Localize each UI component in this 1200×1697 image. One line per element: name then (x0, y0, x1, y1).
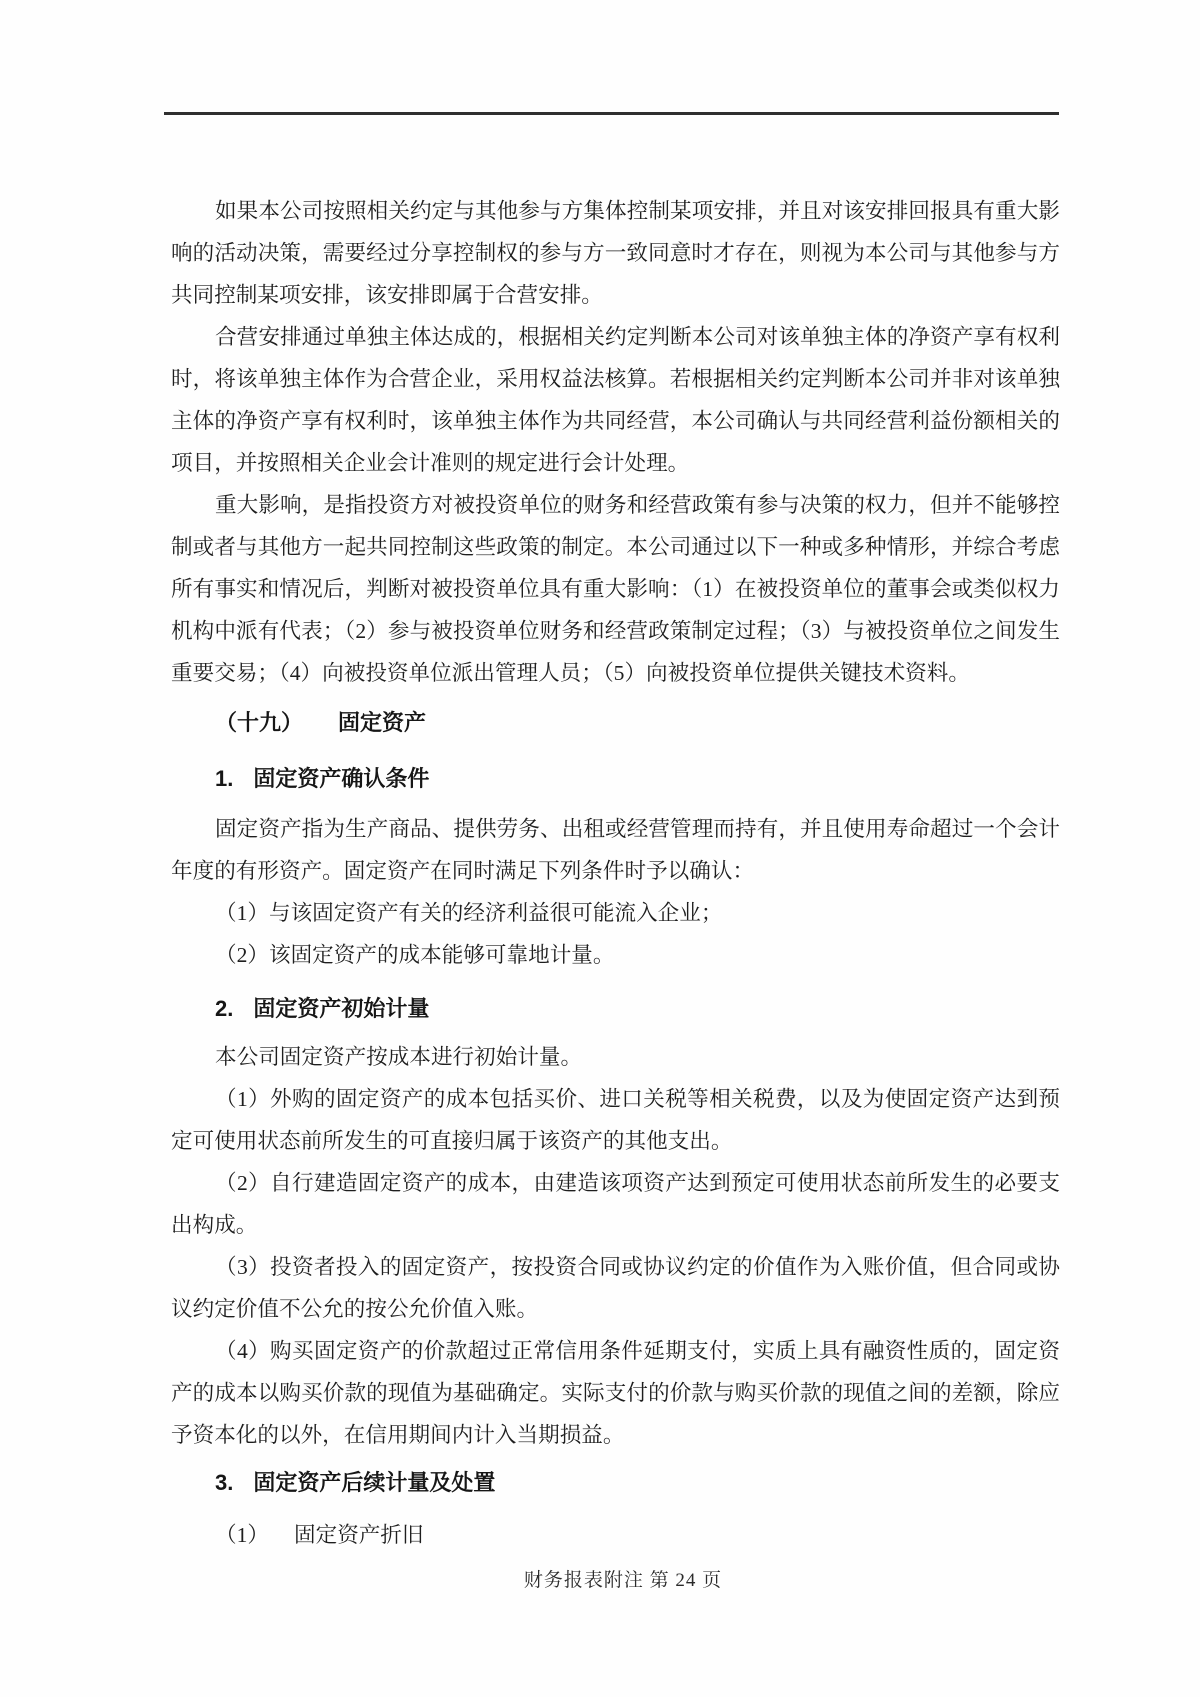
paragraph-self-built-asset-cost: （2）自行建造固定资产的成本，由建造该项资产达到预定可使用状态前所发生的必要支出构成。 (171, 1171, 1060, 1237)
subsection-3-title: 固定资产后续计量及处置 (253, 1470, 496, 1495)
list-item: （2）该固定资产的成本能够可靠地计量。 (215, 943, 615, 967)
subsection-1-number: 1. (215, 766, 234, 791)
section-19-title: 固定资产 (338, 710, 427, 735)
section-19-heading (171, 702, 1060, 744)
subsection-1-heading (171, 758, 1060, 800)
paragraph-investor-contributed-asset: （3）投资者投入的固定资产，按投资合同或协议约定的价值作为入账价值，但合同或协议约定价值不公允的按公允价值入账。 (171, 1255, 1060, 1321)
paragraph-joint-arrangement: 合营安排通过单独主体达成的，根据相关约定判断本公司对该单独主体的净资产享有权利时，将该单独主体作为合营企业，采用权益法核算。若根据相关约定判断本公司并非对该单独主体的净资产享有权利时，该单独主体作为共同经营，本公司确认与共同经营利益份额相关的项目，并按照相关企业会计准则的规定进行会计处理。 (171, 325, 1060, 475)
subsection-2-title: 固定资产初始计量 (253, 996, 430, 1021)
document-body (171, 190, 1060, 1556)
sub-item-title: 固定资产折旧 (294, 1523, 424, 1547)
subsection-1-title: 固定资产确认条件 (253, 766, 430, 791)
subsection-3-heading (171, 1462, 1060, 1504)
paragraph-significant-influence: 重大影响，是指投资方对被投资单位的财务和经营政策有参与决策的权力，但并不能够控制或者与其他方一起共同控制这些政策的制定。本公司通过以下一种或多种情形，并综合考虑所有事实和情况后，判断对被投资单位具有重大影响：（1）在被投资单位的董事会或类似权力机构中派有代表；（2）参与被投资单位财务和经营政策制定过程；（3）与被投资单位之间发生重要交易；（4）向被投资单位派出管理人员；（5）向被投资单位提供关键技术资料。 (171, 493, 1060, 685)
sub-item-depreciation-heading (171, 1514, 1060, 1556)
section-19-number: （十九） (215, 710, 304, 735)
footer-text: 财务报表附注 第 24 页 (523, 1570, 723, 1591)
header-rule (164, 112, 1059, 115)
paragraph-fixed-asset-definition: 固定资产指为生产商品、提供劳务、出租或经营管理而持有，并且使用寿命超过一个会计年度的有形资产。固定资产在同时满足下列条件时予以确认： (171, 817, 1060, 883)
sub-item-number: （1） (215, 1523, 269, 1547)
subsection-2-number: 2. (215, 996, 234, 1021)
paragraph-deferred-payment-asset: （4）购买固定资产的价款超过正常信用条件延期支付，实质上具有融资性质的，固定资产的成本以购买价款的现值为基础确定。实际支付的价款与购买价款的现值之间的差额，除应予资本化的以外，在信用期间内计入当期损益。 (171, 1339, 1060, 1447)
list-item: （1）与该固定资产有关的经济利益很可能流入企业； (215, 901, 723, 925)
paragraph-initial-measurement-intro: 本公司固定资产按成本进行初始计量。 (215, 1045, 583, 1069)
paragraph-purchased-asset-cost: （1）外购的固定资产的成本包括买价、进口关税等相关税费，以及为使固定资产达到预定可使用状态前所发生的可直接归属于该资产的其他支出。 (171, 1087, 1060, 1153)
subsection-2-heading (171, 988, 1060, 1030)
page-footer (0, 1568, 1200, 1594)
subsection-3-number: 3. (215, 1470, 234, 1495)
paragraph-joint-control: 如果本公司按照相关约定与其他参与方集体控制某项安排，并且对该安排回报具有重大影响的活动决策，需要经过分享控制权的参与方一致同意时才存在，则视为本公司与其他参与方共同控制某项安排，该安排即属于合营安排。 (171, 199, 1060, 307)
